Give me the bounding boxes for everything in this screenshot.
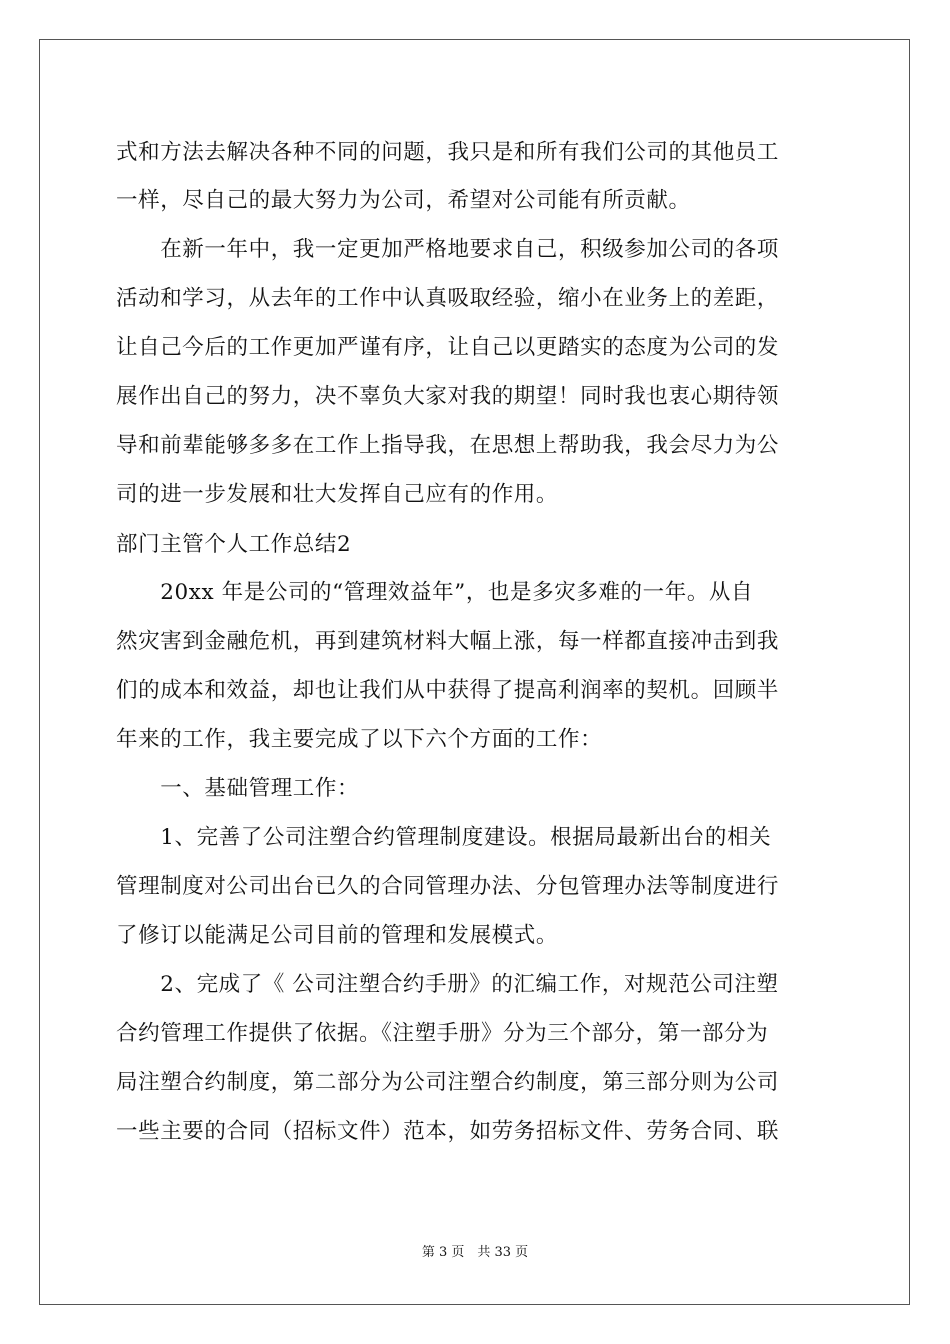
page-border — [39, 39, 910, 1305]
body-text-line: 年来的工作，我主要完成了以下六个方面的工作： — [116, 727, 603, 752]
page-number-footer: 第 3 页 共 33 页 — [421, 1245, 529, 1260]
body-text-line: 在新一年中，我一定更加严格地要求自己，积级参加公司的各项 — [116, 237, 780, 262]
body-text-line: 20xx 年是公司的“管理效益年”，也是多灾多难的一年。从自 — [116, 580, 754, 605]
body-text-line: 展作出自己的努力，决不辜负大家对我的期望！同时我也衷心期待领 — [116, 384, 780, 409]
body-text-line: 让自己今后的工作更加严谨有序，让自己以更踏实的态度为公司的发 — [116, 335, 780, 360]
body-text-line: 了修订以能满足公司目前的管理和发展模式。 — [116, 923, 559, 948]
body-text-line: 司的进一步发展和壮大发挥自己应有的作用。 — [116, 482, 559, 507]
body-text-line: 式和方法去解决各种不同的问题，我只是和所有我们公司的其他员工 — [116, 140, 780, 165]
subheading: 一、基础管理工作： — [116, 776, 360, 801]
body-text-line: 一样，尽自己的最大努力为公司，希望对公司能有所贡献。 — [116, 188, 691, 213]
body-text-line: 管理制度对公司出台已久的合同管理办法、分包管理办法等制度进行 — [116, 874, 780, 899]
body-text-line: 局注塑合约制度，第二部分为公司注塑合约制度，第三部分则为公司 — [116, 1070, 780, 1095]
body-text-line: 2、完成了《 公司注塑合约手册》的汇编工作，对规范公司注塑 — [116, 972, 779, 997]
body-text-line: 一些主要的合同（招标文件）范本，如劳务招标文件、劳务合同、联 — [116, 1119, 780, 1144]
body-text-line: 1、完善了公司注塑合约管理制度建设。根据局最新出台的相关 — [116, 825, 772, 850]
section-heading: 部门主管个人工作总结2 — [116, 532, 352, 557]
body-text-line: 合约管理工作提供了依据。《注塑手册》分为三个部分，第一部分为 — [116, 1021, 769, 1046]
body-text-line: 然灾害到金融危机，再到建筑材料大幅上涨，每一样都直接冲击到我 — [116, 629, 780, 654]
body-text-line: 们的成本和效益，却也让我们从中获得了提高利润率的契机。回顾半 — [116, 678, 780, 703]
body-text-line: 导和前辈能够多多在工作上指导我，在思想上帮助我，我会尽力为公 — [116, 433, 780, 458]
body-text-line: 活动和学习，从去年的工作中认真吸取经验，缩小在业务上的差距， — [116, 286, 780, 311]
